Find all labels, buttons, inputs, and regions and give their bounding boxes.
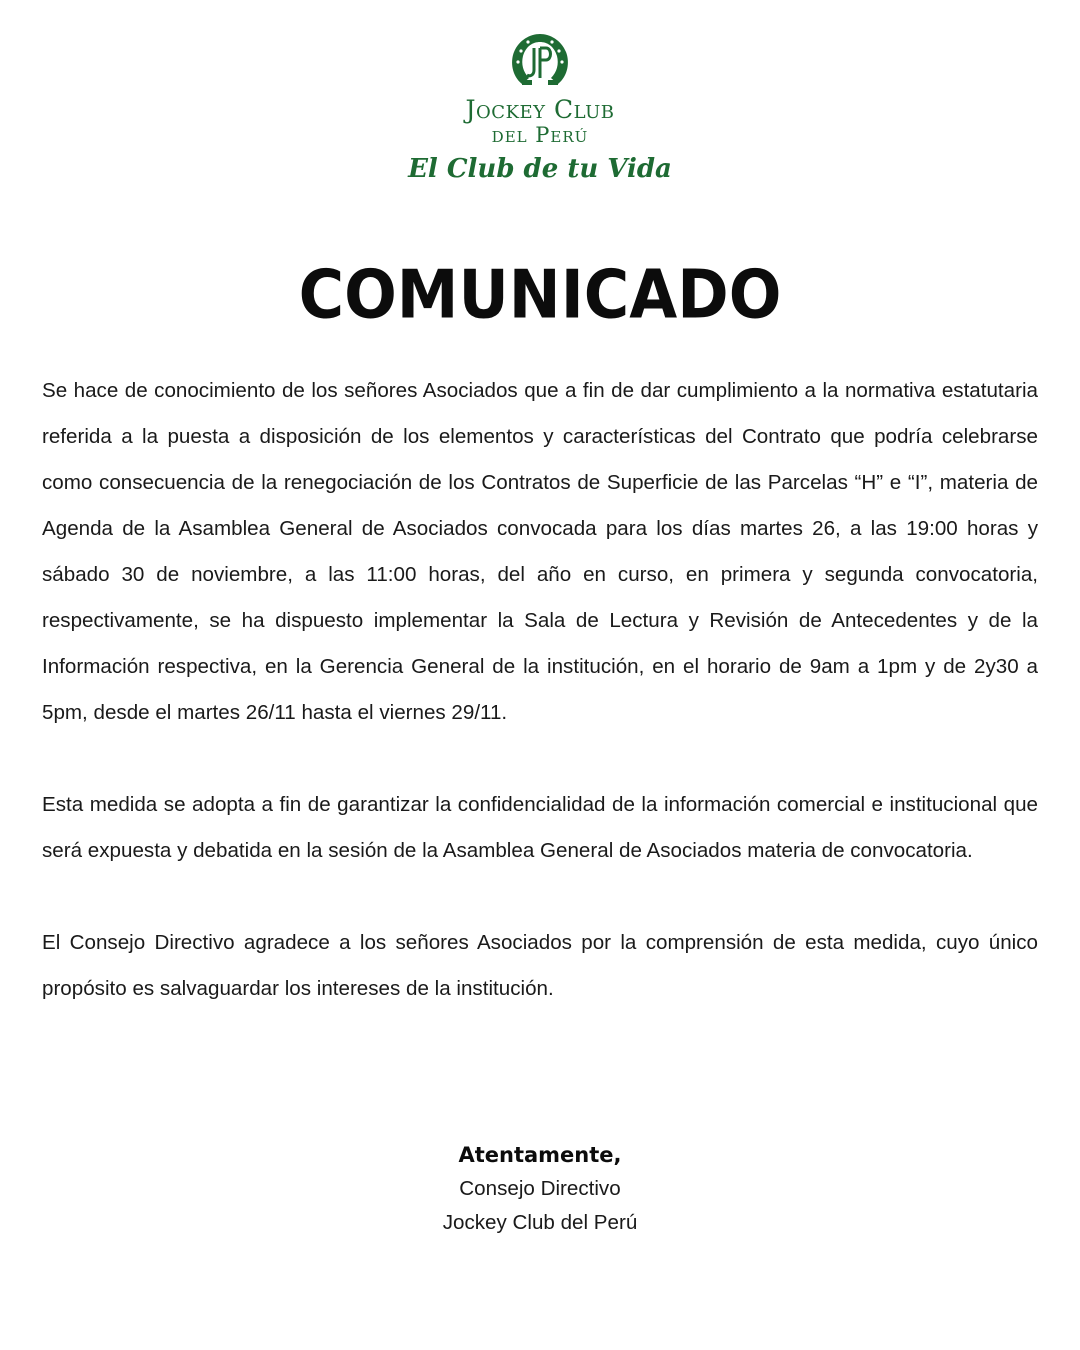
paragraph-intro: Se hace de conocimiento de los señores Asociados que a fin de dar cumplimiento a la normativa estatutaria referida a la puesta a disposición de los elementos y características del Contrato que podría celebrarse como consecuencia de la renegociación de los Contratos de Superficie de las Parcelas “H” e “I”, materia de Agenda de la Asamblea General de Asociados convocada para los días martes 26, a las 19:00 horas y sábado 30 de noviembre, a las 11:00 horas, del año en curso, en primera y segunda convocatoria, respectivamente, se ha dispuesto implementar la Sala de Lectura y Revisión de Antecedentes y de la Información respectiva, en la Gerencia General de la institución, en el horario de 9am a 1pm y de 2y30 a 5pm, desde el martes 26/11 hasta el viernes 29/11. [42, 379, 1038, 724]
signature-greeting: Atentamente, [458, 1143, 622, 1167]
horseshoe-monogram-icon [508, 32, 572, 90]
brand-name-line2: del Perú [491, 123, 589, 147]
announcement-body [42, 368, 1038, 1012]
brand-name-line1: Jockey Club [465, 95, 615, 124]
paragraph-measure: Esta medida se adopta a fin de garantizar la confidencialidad de la información comercial e institucional que será expuesta y debatida en la sesión de la Asamblea General de Asociados materia de convocatoria. [42, 793, 1038, 862]
signature-organization: Jockey Club del Perú [442, 1211, 638, 1234]
signature-body: Consejo Directivo [459, 1177, 621, 1200]
logo-block [0, 32, 1080, 185]
signature-block [0, 1138, 1080, 1240]
paragraph-thanks: El Consejo Directivo agradece a los señores Asociados por la comprensión de esta medida, cuyo único propósito es salvaguardar los intereses de la institución. [42, 931, 1038, 1000]
brand-tagline: El Club de tu Vida [408, 154, 672, 184]
page-title: COMUNICADO [298, 255, 782, 334]
